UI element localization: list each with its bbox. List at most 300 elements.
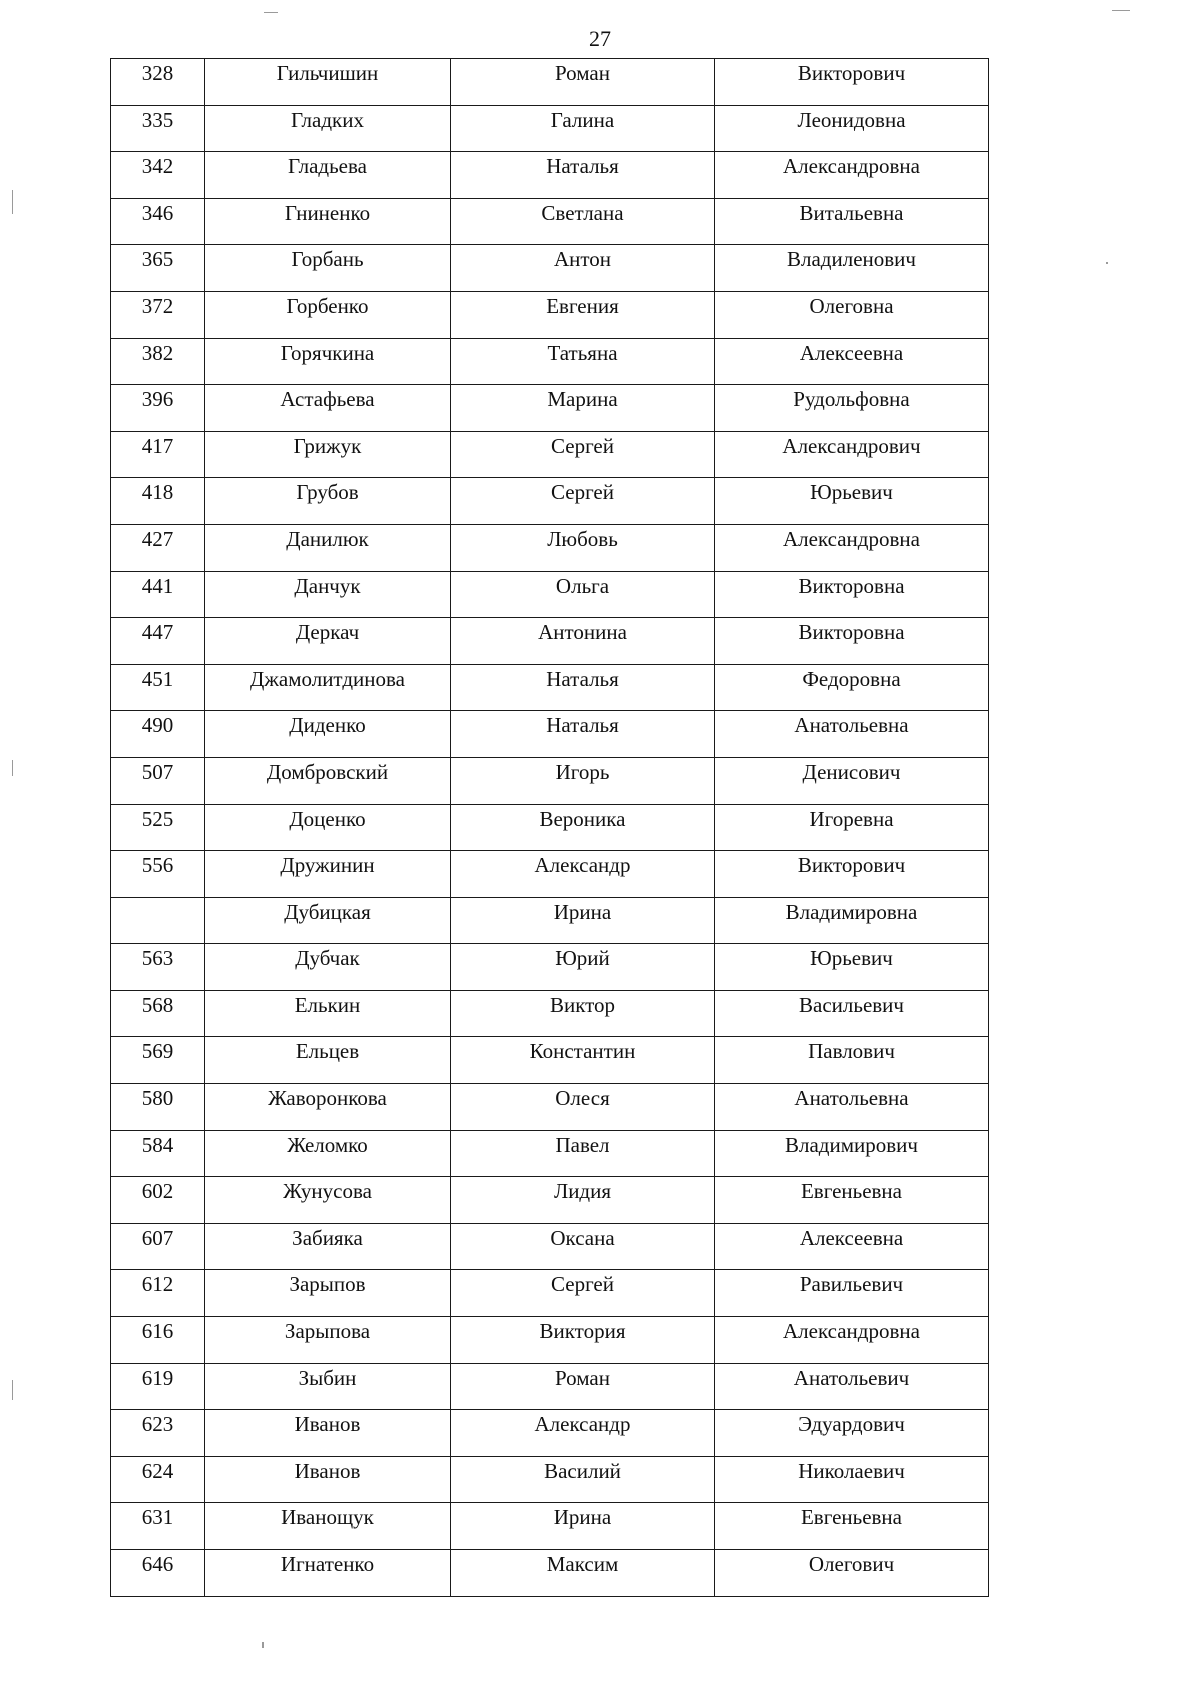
cell-number: [111, 664, 205, 711]
cell-patronymic-text: Олеговна: [809, 293, 894, 318]
cell-last-name: [205, 804, 451, 851]
cell-first-name-text: Павел: [555, 1132, 610, 1157]
cell-last-name-text: Деркач: [295, 620, 360, 645]
table-row: [111, 152, 989, 199]
cell-patronymic-text: Евгеньевна: [800, 1505, 902, 1530]
cell-last-name-text: Астафьева: [280, 387, 375, 412]
cell-number: [111, 431, 205, 478]
cell-first-name-text: Ольга: [555, 573, 610, 598]
cell-number-text: 525: [141, 806, 174, 831]
cell-first-name-text: Светлана: [541, 200, 624, 225]
cell-last-name: [205, 1130, 451, 1177]
cell-number: [111, 1363, 205, 1410]
cell-number-text: 328: [141, 61, 174, 85]
cell-last-name-text: Домбровский: [266, 759, 389, 784]
cell-first-name: [451, 245, 715, 292]
cell-number-text: 427: [141, 526, 174, 551]
table-row: [111, 618, 989, 665]
cell-first-name-text: Антонина: [538, 620, 627, 645]
cell-first-name-text: Антон: [553, 247, 612, 272]
table-row: [111, 1223, 989, 1270]
cell-last-name-text: Гниненко: [284, 200, 371, 225]
cell-last-name-text: Данчук: [294, 573, 361, 598]
cell-last-name: [205, 944, 451, 991]
cell-first-name-text: Наталья: [546, 154, 619, 179]
table-row: [111, 804, 989, 851]
cell-patronymic-text: Павлович: [808, 1039, 895, 1064]
cell-first-name-text: Александр: [534, 853, 631, 878]
cell-patronymic: [715, 152, 989, 199]
cell-number: [111, 1456, 205, 1503]
cell-patronymic: [715, 1270, 989, 1317]
cell-patronymic-text: Юрьевич: [810, 946, 893, 971]
table-body: [111, 59, 989, 1597]
cell-number: [111, 757, 205, 804]
cell-patronymic-text: Денисович: [802, 759, 901, 784]
cell-patronymic: [715, 664, 989, 711]
cell-first-name-text: Роман: [555, 61, 610, 85]
cell-first-name: [451, 571, 715, 618]
table-row: [111, 664, 989, 711]
table-row: [111, 431, 989, 478]
cell-number-text: 607: [141, 1225, 174, 1250]
cell-number-text: 556: [141, 853, 174, 878]
cell-last-name-text: Жунусова: [283, 1179, 372, 1204]
cell-last-name: [205, 664, 451, 711]
cell-last-name: [205, 1270, 451, 1317]
cell-number: [111, 59, 205, 106]
cell-patronymic: [715, 711, 989, 758]
cell-number: [111, 1177, 205, 1224]
cell-patronymic: [715, 571, 989, 618]
cell-last-name: [205, 990, 451, 1037]
cell-patronymic-text: Викторовна: [798, 620, 905, 645]
cell-first-name: [451, 1503, 715, 1550]
cell-last-name-text: Грижук: [293, 433, 362, 458]
cell-last-name-text: Забияка: [292, 1225, 363, 1250]
table-row: [111, 1084, 989, 1131]
cell-last-name-text: Джамолитдинова: [250, 666, 405, 691]
cell-first-name-text: Ирина: [553, 899, 612, 924]
cell-number-text: 372: [141, 293, 174, 318]
cell-first-name: [451, 291, 715, 338]
cell-last-name-text: Иванов: [294, 1458, 361, 1483]
cell-last-name: [205, 1410, 451, 1457]
cell-first-name: [451, 711, 715, 758]
cell-number: [111, 851, 205, 898]
table-row: [111, 990, 989, 1037]
cell-first-name: [451, 851, 715, 898]
cell-first-name: [451, 990, 715, 1037]
cell-number-text: 563: [141, 946, 174, 971]
cell-first-name-text: Олеся: [555, 1086, 610, 1111]
cell-patronymic-text: Викторович: [797, 853, 906, 878]
table-row: [111, 338, 989, 385]
cell-patronymic-text: Алексеевна: [799, 340, 904, 365]
cell-first-name: [451, 897, 715, 944]
cell-last-name-text: Зыбин: [298, 1365, 357, 1390]
cell-first-name-text: Александр: [534, 1412, 631, 1437]
cell-first-name-text: Роман: [555, 1365, 610, 1390]
cell-number-text: 602: [141, 1179, 174, 1204]
cell-first-name-text: Сергей: [551, 433, 614, 458]
cell-number-text: 346: [141, 200, 174, 225]
cell-first-name-text: Константин: [529, 1039, 636, 1064]
cell-number: [111, 711, 205, 758]
cell-last-name-text: Иванощук: [281, 1505, 374, 1530]
cell-last-name-text: Гладких: [291, 107, 364, 132]
cell-number: [111, 1550, 205, 1597]
cell-number-text: 624: [141, 1458, 174, 1483]
table-row: [111, 385, 989, 432]
table-row: [111, 851, 989, 898]
cell-patronymic-text: Евгеньевна: [800, 1179, 902, 1204]
table-row: [111, 524, 989, 571]
table-row: [111, 198, 989, 245]
cell-patronymic: [715, 291, 989, 338]
table-row: [111, 478, 989, 525]
cell-first-name: [451, 618, 715, 665]
table-row: [111, 105, 989, 152]
cell-patronymic: [715, 618, 989, 665]
cell-first-name-text: Ирина: [553, 1505, 612, 1530]
table-row: [111, 1317, 989, 1364]
cell-last-name: [205, 385, 451, 432]
cell-number-text: 623: [141, 1412, 174, 1437]
cell-number: [111, 478, 205, 525]
cell-number-text: 490: [141, 713, 174, 738]
scan-speck: [12, 190, 13, 214]
cell-patronymic-text: Владимировна: [785, 899, 918, 924]
cell-first-name: [451, 1363, 715, 1410]
cell-number-text: 451: [141, 666, 174, 691]
cell-first-name-text: Галина: [550, 107, 615, 132]
cell-last-name-text: Гильчишин: [276, 61, 379, 85]
table-row: [111, 1456, 989, 1503]
cell-number: [111, 571, 205, 618]
cell-patronymic-text: Игоревна: [809, 806, 894, 831]
scan-speck: [262, 1642, 264, 1648]
cell-first-name: [451, 1456, 715, 1503]
cell-patronymic: [715, 385, 989, 432]
cell-patronymic-text: Олегович: [808, 1552, 895, 1576]
cell-patronymic-text: Эдуардович: [798, 1412, 905, 1437]
table-row: [111, 1130, 989, 1177]
cell-patronymic: [715, 1456, 989, 1503]
scan-speck: [1106, 262, 1108, 264]
cell-first-name: [451, 524, 715, 571]
table-row: [111, 1177, 989, 1224]
cell-first-name: [451, 1130, 715, 1177]
cell-patronymic-text: Равильевич: [799, 1272, 904, 1297]
cell-first-name: [451, 1317, 715, 1364]
table-row: [111, 59, 989, 106]
cell-last-name: [205, 338, 451, 385]
cell-patronymic-text: Юрьевич: [810, 480, 893, 505]
cell-last-name-text: Данилюк: [286, 526, 369, 551]
cell-last-name: [205, 524, 451, 571]
cell-last-name-text: Ельцев: [295, 1039, 360, 1064]
cell-first-name-text: Юрий: [555, 946, 610, 971]
cell-patronymic: [715, 1550, 989, 1597]
cell-first-name: [451, 1037, 715, 1084]
cell-patronymic: [715, 1084, 989, 1131]
cell-patronymic: [715, 804, 989, 851]
cell-first-name-text: Лидия: [553, 1179, 612, 1204]
cell-last-name: [205, 478, 451, 525]
cell-patronymic-text: Александрович: [782, 433, 921, 458]
table-row: [111, 897, 989, 944]
cell-last-name: [205, 291, 451, 338]
cell-number: [111, 1084, 205, 1131]
cell-patronymic: [715, 105, 989, 152]
cell-number-text: 616: [141, 1319, 174, 1344]
cell-last-name: [205, 757, 451, 804]
cell-last-name-text: Жаворонкова: [268, 1086, 387, 1111]
table-row: [111, 291, 989, 338]
cell-patronymic-text: Николаевич: [798, 1458, 905, 1483]
cell-last-name-text: Дружинин: [280, 853, 375, 878]
cell-last-name: [205, 1037, 451, 1084]
table-row: [111, 1037, 989, 1084]
cell-patronymic-text: Викторовна: [798, 573, 905, 598]
cell-last-name: [205, 571, 451, 618]
cell-number: [111, 1130, 205, 1177]
cell-number-text: 584: [141, 1132, 174, 1157]
cell-patronymic-text: Анатольевна: [794, 1086, 909, 1111]
cell-patronymic: [715, 897, 989, 944]
table-row: [111, 711, 989, 758]
cell-patronymic: [715, 198, 989, 245]
cell-number-text: 447: [141, 620, 174, 645]
scan-speck: [12, 1380, 13, 1400]
cell-last-name-text: Дубчак: [295, 946, 360, 971]
cell-number-text: 418: [141, 480, 174, 505]
cell-last-name: [205, 1503, 451, 1550]
cell-number: [111, 990, 205, 1037]
cell-number: [111, 105, 205, 152]
cell-last-name: [205, 851, 451, 898]
cell-first-name-text: Сергей: [551, 480, 614, 505]
cell-number: [111, 897, 205, 944]
cell-patronymic: [715, 990, 989, 1037]
cell-first-name: [451, 385, 715, 432]
table-row: [111, 757, 989, 804]
cell-patronymic: [715, 1363, 989, 1410]
cell-number-text: 619: [141, 1365, 174, 1390]
cell-first-name: [451, 1410, 715, 1457]
cell-last-name: [205, 245, 451, 292]
cell-last-name: [205, 198, 451, 245]
cell-first-name: [451, 152, 715, 199]
cell-patronymic-text: Александровна: [783, 1319, 920, 1344]
cell-last-name-text: Гладьева: [288, 154, 367, 179]
cell-last-name-text: Елькин: [294, 992, 361, 1017]
cell-last-name-text: Горбенко: [286, 293, 369, 318]
cell-first-name-text: Сергей: [551, 1272, 614, 1297]
cell-number: [111, 152, 205, 199]
table-row: [111, 245, 989, 292]
page-number: 27: [589, 26, 611, 51]
cell-patronymic: [715, 524, 989, 571]
cell-first-name: [451, 664, 715, 711]
cell-patronymic-text: Алексеевна: [799, 1225, 904, 1250]
cell-last-name: [205, 1550, 451, 1597]
cell-last-name: [205, 431, 451, 478]
cell-number: [111, 1503, 205, 1550]
cell-number-text: 396: [141, 387, 174, 412]
cell-number-text: 631: [141, 1505, 174, 1530]
cell-last-name-text: Грубов: [296, 480, 359, 505]
cell-patronymic-text: Александровна: [783, 154, 920, 179]
cell-patronymic: [715, 478, 989, 525]
cell-last-name-text: Зарыпова: [284, 1319, 371, 1344]
cell-number-text: 646: [141, 1552, 174, 1576]
cell-patronymic: [715, 1037, 989, 1084]
cell-first-name-text: Любовь: [547, 526, 618, 551]
cell-patronymic: [715, 1223, 989, 1270]
cell-first-name-text: Вероника: [539, 806, 626, 831]
cell-patronymic: [715, 944, 989, 991]
cell-first-name-text: Евгения: [546, 293, 619, 318]
cell-last-name: [205, 1456, 451, 1503]
cell-patronymic-text: Александровна: [783, 526, 920, 551]
cell-patronymic-text: Анатольевна: [794, 713, 909, 738]
table-row: [111, 1270, 989, 1317]
cell-patronymic-text: Викторович: [797, 61, 906, 85]
table-row: [111, 1550, 989, 1597]
cell-last-name: [205, 152, 451, 199]
table-row: [111, 944, 989, 991]
cell-first-name: [451, 1084, 715, 1131]
cell-number: [111, 385, 205, 432]
cell-first-name: [451, 105, 715, 152]
cell-patronymic-text: Владимирович: [785, 1132, 918, 1157]
cell-patronymic-text: Анатольевич: [793, 1365, 910, 1390]
cell-first-name: [451, 1177, 715, 1224]
cell-first-name: [451, 804, 715, 851]
cell-patronymic-text: Васильевич: [799, 992, 904, 1017]
cell-number-text: 365: [141, 247, 174, 272]
cell-last-name-text: Дубицкая: [284, 899, 371, 924]
cell-patronymic-text: Владиленович: [787, 247, 916, 272]
cell-number-text: 507: [141, 759, 174, 784]
cell-last-name-text: Желомко: [287, 1132, 368, 1157]
cell-last-name: [205, 897, 451, 944]
cell-patronymic: [715, 1410, 989, 1457]
cell-first-name: [451, 1550, 715, 1597]
cell-last-name: [205, 1084, 451, 1131]
cell-first-name-text: Максим: [546, 1552, 619, 1576]
cell-last-name: [205, 1363, 451, 1410]
cell-first-name: [451, 1223, 715, 1270]
scan-speck: [1112, 10, 1130, 11]
cell-number: [111, 804, 205, 851]
cell-last-name-text: Зарыпов: [289, 1272, 366, 1297]
cell-number: [111, 338, 205, 385]
cell-patronymic: [715, 1503, 989, 1550]
table-row: [111, 1363, 989, 1410]
cell-first-name-text: Марина: [547, 387, 618, 412]
table-row: [111, 1503, 989, 1550]
cell-last-name-text: Иванов: [294, 1412, 361, 1437]
cell-first-name: [451, 944, 715, 991]
cell-first-name: [451, 1270, 715, 1317]
cell-last-name-text: Доценко: [289, 806, 366, 831]
cell-first-name-text: Наталья: [546, 666, 619, 691]
cell-patronymic: [715, 1130, 989, 1177]
cell-number: [111, 1223, 205, 1270]
cell-patronymic-text: Федоровна: [802, 666, 901, 691]
cell-first-name-text: Наталья: [546, 713, 619, 738]
cell-last-name: [205, 1223, 451, 1270]
cell-first-name-text: Игорь: [555, 759, 610, 784]
cell-last-name-text: Горбань: [291, 247, 364, 272]
cell-number-text: 569: [141, 1039, 174, 1064]
table-row: [111, 1410, 989, 1457]
table-row: [111, 571, 989, 618]
cell-first-name: [451, 338, 715, 385]
cell-last-name: [205, 1317, 451, 1364]
cell-number-text: 441: [141, 573, 174, 598]
cell-number: [111, 618, 205, 665]
cell-patronymic: [715, 431, 989, 478]
cell-number: [111, 1037, 205, 1084]
cell-number: [111, 1410, 205, 1457]
cell-number: [111, 944, 205, 991]
cell-number: [111, 524, 205, 571]
cell-first-name-text: Василий: [544, 1458, 621, 1483]
register-table: [110, 58, 989, 1597]
cell-number-text: 612: [141, 1272, 174, 1297]
cell-first-name: [451, 198, 715, 245]
cell-patronymic-text: Витальевна: [799, 200, 904, 225]
cell-patronymic: [715, 851, 989, 898]
cell-first-name: [451, 757, 715, 804]
cell-patronymic: [715, 1317, 989, 1364]
cell-first-name-text: Татьяна: [547, 340, 618, 365]
cell-first-name-text: Виктор: [549, 992, 616, 1017]
cell-first-name: [451, 431, 715, 478]
cell-first-name-text: Оксана: [550, 1225, 615, 1250]
cell-first-name: [451, 59, 715, 106]
cell-patronymic: [715, 59, 989, 106]
cell-patronymic: [715, 338, 989, 385]
cell-number-text: 417: [141, 433, 174, 458]
cell-number: [111, 291, 205, 338]
cell-patronymic: [715, 245, 989, 292]
cell-patronymic: [715, 1177, 989, 1224]
cell-number: [111, 198, 205, 245]
cell-patronymic: [715, 757, 989, 804]
cell-last-name: [205, 618, 451, 665]
cell-number-text: 382: [141, 340, 174, 365]
cell-first-name: [451, 478, 715, 525]
cell-last-name-text: Игнатенко: [280, 1552, 375, 1576]
cell-last-name: [205, 1177, 451, 1224]
cell-number-text: 580: [141, 1086, 174, 1111]
scan-speck: [264, 12, 278, 13]
cell-number: [111, 1270, 205, 1317]
cell-patronymic-text: Леонидовна: [797, 107, 906, 132]
cell-last-name: [205, 105, 451, 152]
cell-number-text: 342: [141, 154, 174, 179]
cell-first-name-text: Виктория: [539, 1319, 626, 1344]
cell-last-name-text: Диденко: [289, 713, 366, 738]
cell-patronymic-text: Рудольфовна: [793, 387, 910, 412]
cell-number-text: 568: [141, 992, 174, 1017]
cell-number: [111, 1317, 205, 1364]
